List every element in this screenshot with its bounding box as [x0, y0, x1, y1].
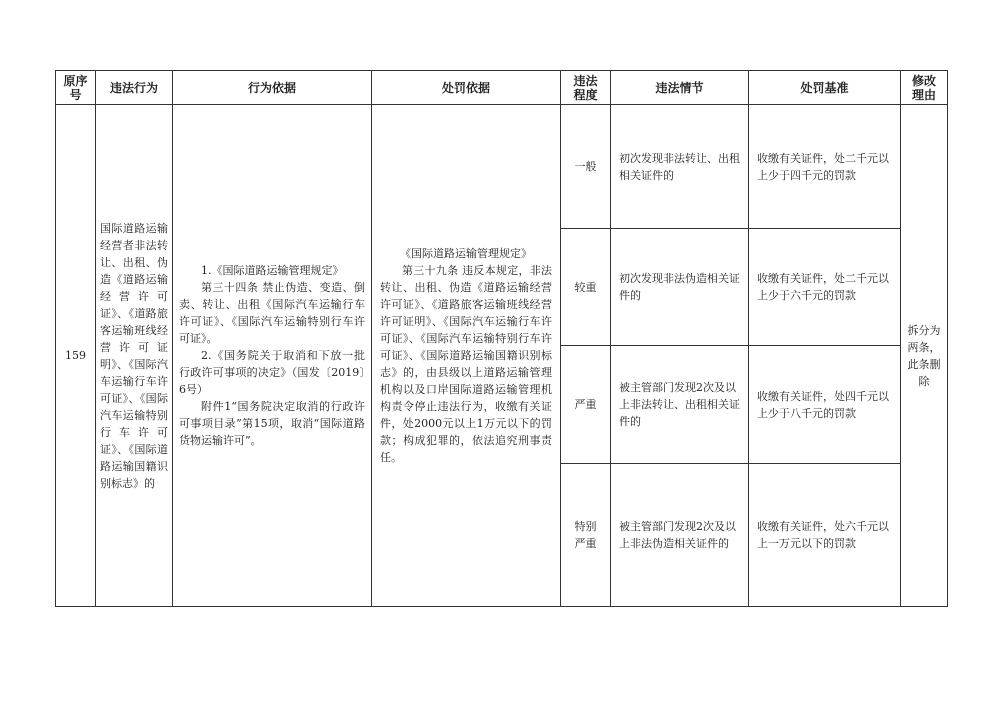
- circumstance-cell: 被主管部门发现2次及以上非法伪造相关证件的: [611, 464, 749, 607]
- degree-cell: 一般: [561, 105, 611, 229]
- penalty-basis-title: 《国际道路运输管理规定》: [400, 247, 532, 260]
- header-behavior: 违法行为: [96, 71, 173, 105]
- header-basis: 行为依据: [173, 71, 372, 105]
- reason-cell: 拆分为两条，此条删除: [901, 105, 948, 607]
- header-reason: 修改理由: [901, 71, 948, 105]
- standard-cell: 收缴有关证件，处六千元以上一万元以下的罚款: [749, 464, 901, 607]
- degree-cell: 特别严重: [561, 464, 611, 607]
- standard-cell: 收缴有关证件，处四千元以上少于八千元的罚款: [749, 346, 901, 464]
- penalty-basis-body: 第三十九条 违反本规定，非法转让、出租、伪造《道路运输经营许可证》、《道路旅客运输班线经营许可证明》、《国际汽车运输行车许可证》、《国际汽车运输特别行车许可证》、《国际道路运输国籍识别标志》的，由县级以上道路运输管理机构以及口岸国际道路运输管理机构责令停止违法行为，收缴有关证件，处2000元以上1万元以下的罚款；构成犯罪的，依法追究刑事责任。: [380, 264, 552, 464]
- penalty-basis-cell: [372, 105, 561, 607]
- seq-cell: 159: [56, 105, 96, 607]
- header-row: [56, 71, 948, 105]
- header-circumstance: 违法情节: [611, 71, 749, 105]
- circumstance-cell: 被主管部门发现2次及以上非法转让、出租相关证件的: [611, 346, 749, 464]
- table-row: [56, 105, 948, 229]
- basis-paragraph: 附件1“国务院决定取消的行政许可事项目录”第15项，取消“国际道路货物运输许可”。: [179, 400, 365, 447]
- header-seq: 原序号: [56, 71, 96, 105]
- basis-paragraph: 第三十四条 禁止伪造、变造、倒卖、转让、出租《国际汽车运输行车许可证》、《国际汽车运输特别行车许可证》。: [179, 281, 365, 345]
- standard-cell: 收缴有关证件，处二千元以上少于六千元的罚款: [749, 229, 901, 346]
- basis-paragraph: 1.《国际道路运输管理规定》: [201, 264, 344, 277]
- circumstance-cell: 初次发现非法转让、出租相关证件的: [611, 105, 749, 229]
- header-penalty-basis: 处罚依据: [372, 71, 561, 105]
- basis-paragraph: 2.《国务院关于取消和下放一批行政许可事项的决定》（国发〔2019〕6号）: [179, 349, 365, 396]
- behavior-basis-cell: [173, 105, 372, 607]
- degree-cell: 较重: [561, 229, 611, 346]
- degree-cell: 严重: [561, 346, 611, 464]
- behavior-cell: 国际道路运输经营者非法转让、出租、伪造《道路运输经营许可证》、《道路旅客运输班线经营许可证明》、《国际汽车运输行车许可证》、《国际汽车运输特别行车许可证》、《国际道路运输国籍识别标志》的: [96, 105, 173, 607]
- circumstance-cell: 初次发现非法伪造相关证件的: [611, 229, 749, 346]
- penalty-standard-table: [55, 70, 948, 607]
- header-degree: 违法程度: [561, 71, 611, 105]
- standard-cell: 收缴有关证件，处二千元以上少于四千元的罚款: [749, 105, 901, 229]
- header-standard: 处罚基准: [749, 71, 901, 105]
